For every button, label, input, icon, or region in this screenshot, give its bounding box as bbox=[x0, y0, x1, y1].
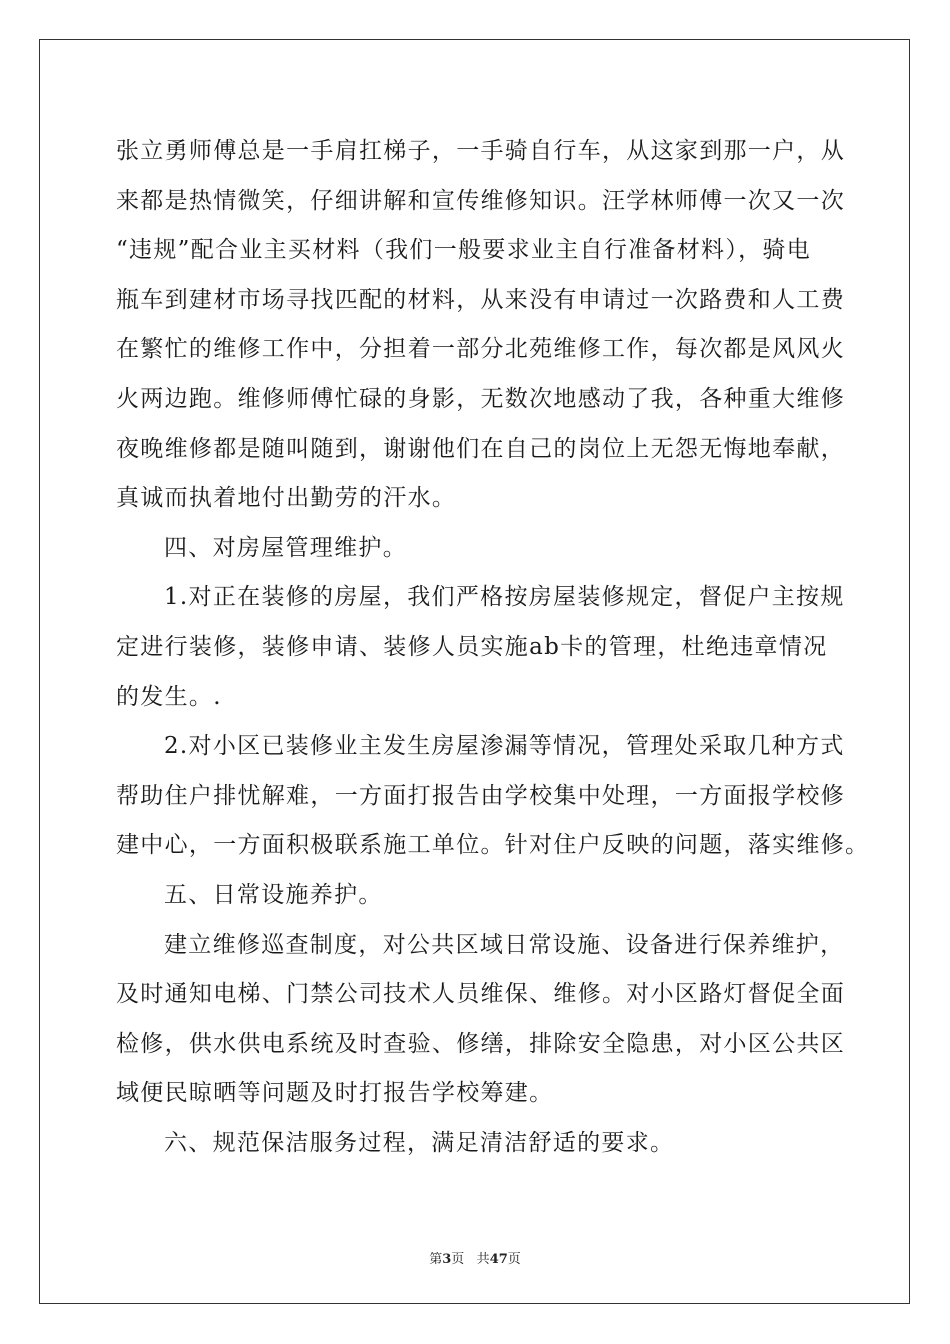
footer-total-suffix: 页 bbox=[507, 1252, 521, 1267]
text-line: 六、规范保洁服务过程，满足清洁舒适的要求。 bbox=[164, 1129, 675, 1156]
text-line: 2.对小区已装修业主发生房屋渗漏等情况，管理处采取几种方式 bbox=[164, 733, 845, 760]
text-line: 建立维修巡查制度，对公共区域日常设施、设备进行保养维护， bbox=[164, 931, 845, 958]
text-line: 在繁忙的维修工作中，分担着一部分北苑维修工作，每次都是风风火 bbox=[116, 336, 845, 363]
document-body bbox=[116, 127, 870, 1168]
footer-page-number: 3 bbox=[442, 1252, 452, 1267]
text-line: 张立勇师傅总是一手肩扛梯子，一手骑自行车，从这家到那一户，从 bbox=[116, 138, 845, 164]
page-footer bbox=[0, 1248, 950, 1267]
text-line: 帮助住户排忧解难，一方面打报告由学校集中处理，一方面报学校修 bbox=[116, 782, 845, 809]
text-line: 域便民晾晒等问题及时打报告学校筹建。 bbox=[116, 1080, 554, 1107]
footer-total-prefix: 共 bbox=[476, 1252, 490, 1267]
text-line: 夜晚维修都是随叫随到，谢谢他们在自己的岗位上无怨无悔地奉献， bbox=[116, 435, 845, 462]
text-line: 来都是热情微笑，仔细讲解和宣传维修知识。汪学林师傅一次又一次 bbox=[116, 187, 845, 214]
footer-page-suffix: 页 bbox=[451, 1252, 465, 1267]
text-line: 真诚而执着地付出勤劳的汗水。 bbox=[116, 485, 457, 512]
text-line: 五、日常设施养护。 bbox=[164, 881, 383, 908]
text-line: “违规”配合业主买材料（我们一般要求业主自行准备材料），骑电 bbox=[116, 237, 812, 264]
text-line: 检修，供水供电系统及时查验、修缮，排除安全隐患，对小区公共区 bbox=[116, 1030, 845, 1057]
text-line: 四、对房屋管理维护。 bbox=[164, 534, 407, 561]
text-line: 火两边跑。维修师傅忙碌的身影，无数次地感动了我，各种重大维修 bbox=[116, 385, 845, 412]
footer-page-prefix: 第 bbox=[429, 1252, 443, 1267]
text-line: 及时通知电梯、门禁公司技术人员维保、维修。对小区路灯督促全面 bbox=[116, 981, 845, 1008]
text-line: 定进行装修，装修申请、装修人员实施ab卡的管理，杜绝违章情况 bbox=[116, 633, 828, 660]
text-line: 的发生。. bbox=[116, 683, 222, 710]
text-line: 1.对正在装修的房屋，我们严格按房屋装修规定，督促户主按规 bbox=[164, 584, 845, 611]
text-line: 建中心，一方面积极联系施工单位。针对住户反映的问题，落实维修。 bbox=[116, 832, 870, 859]
footer-total-pages: 47 bbox=[489, 1252, 508, 1267]
text-line: 瓶车到建材市场寻找匹配的材料，从来没有申请过一次路费和人工费 bbox=[116, 286, 845, 313]
